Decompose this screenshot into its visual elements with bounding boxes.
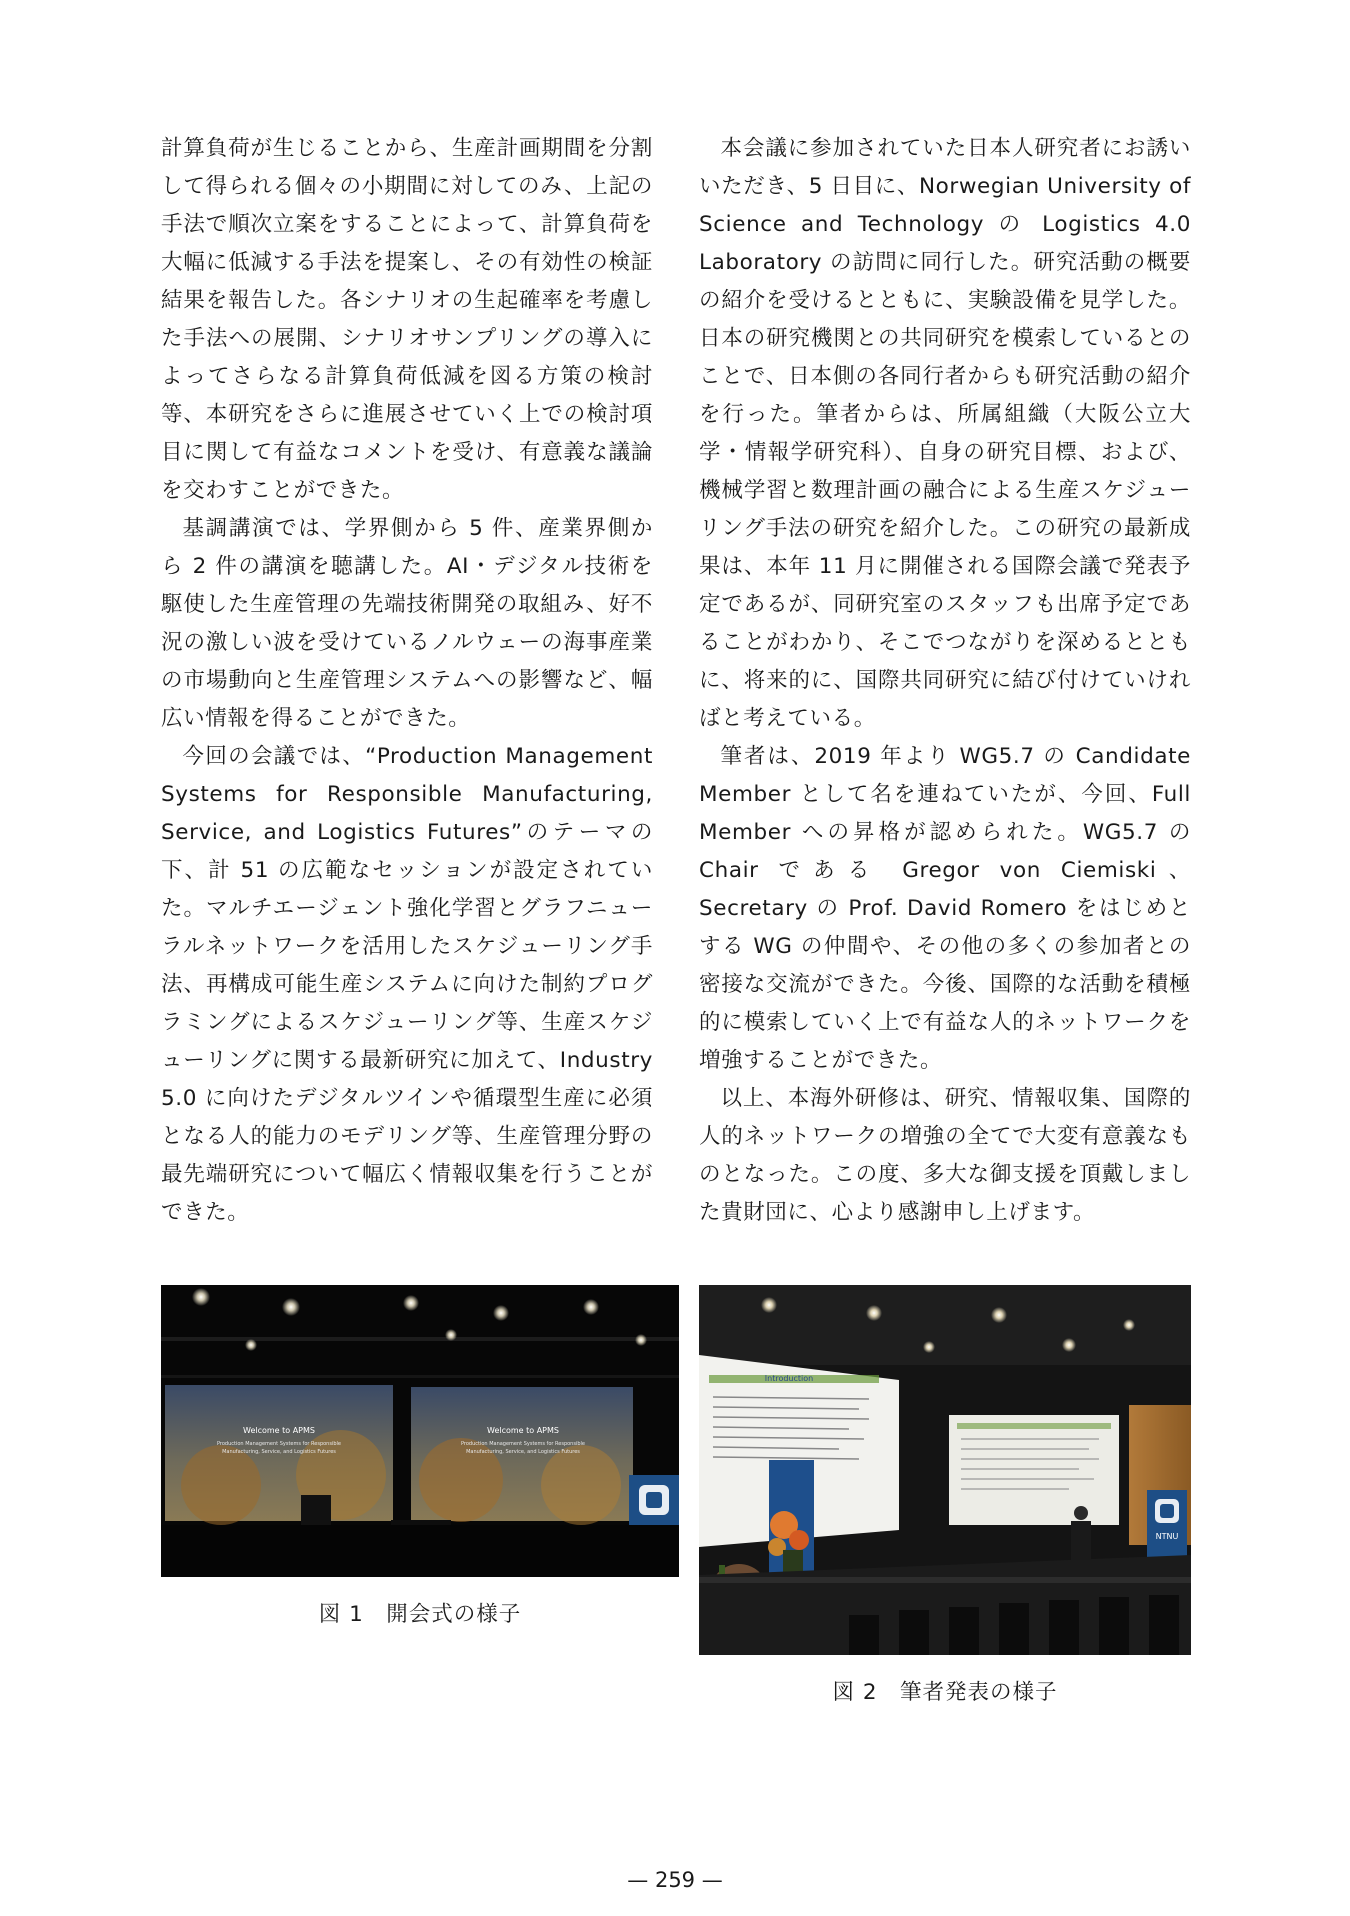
right-paragraph-2: 筆者は、2019 年より WG5.7 の Candidate Member として名を連ねていたが、今回、Full Member への昇格が認められた。WG5.7 の Chair である Gregor von Ciemiski、Secretary の Prof. David Romero をはじめとする WG の仲間や、その他の多くの参加者との密接な交流ができた。今後、国際的な活動を積極的に模索していく上で有益な人的ネットワークを増強することができた。 (699, 744, 1191, 1073)
opening-ceremony-photo (161, 1285, 679, 1577)
left-column (161, 130, 653, 1232)
left-paragraph-2: 基調講演では、学界側から 5 件、産業界側から 2 件の講演を聴講した。AI・デジタル技術を駆使した生産管理の先端技術開発の取組み、好不況の激しい波を受けているノルウェーの海事産業の市場動向と生産管理システムへの影響など、幅広い情報を得ることができた。 (161, 516, 653, 731)
right-paragraph-3: 以上、本海外研修は、研究、情報収集、国際的人的ネットワークの増強の全てで大変有意義なものとなった。この度、多大な御支援を頂戴しました貴財団に、心より感謝申し上げます。 (699, 1086, 1191, 1225)
screen-line-left-2: Manufacturing, Service, and Logistics Futures (222, 1449, 336, 1455)
author-presentation-photo (699, 1285, 1191, 1655)
figure-2 (699, 1285, 1191, 1706)
projection-screen-right (411, 1387, 633, 1525)
screen-line-right-1: Production Management Systems for Responsible (461, 1441, 585, 1447)
right-paragraph-1: 本会議に参加されていた日本人研究者にお誘いいただき、5 日目に、Norwegian University of Science and Technology の Logistics 4.0 Laboratory の訪問に同行した。研究活動の概要の紹介を受けるとともに、実験設備を見学した。日本の研究機関との共同研究を模索しているとのことで、日本側の各同行者からも研究活動の紹介を行った。筆者からは、所属組織（大阪公立大学・情報学研究科）、自身の研究目標、および、機械学習と数理計画の融合による生産スケジューリング手法の研究を紹介した。この研究の最新成果は、本年 11 月に開催される国際会議で発表予定であるが、同研究室のスタッフも出席予定であることがわかり、そこでつながりを深めるとともに、将来的に、国際共同研究に結び付けていければと考えている。 (699, 136, 1191, 731)
figure-1 (161, 1285, 679, 1628)
screen-line-left-1: Production Management Systems for Responsible (217, 1441, 341, 1447)
slide-title-left: Introduction (764, 1374, 814, 1383)
screen-line-right-2: Manufacturing, Service, and Logistics Futures (466, 1449, 580, 1455)
figure-2-caption: 図 2 筆者発表の様子 (832, 1680, 1058, 1705)
left-paragraph-3: 今回の会議では、“Production Management Systems for Responsible Manufacturing, Service, and Logistics Futures”のテーマの下、計 51 の広範なセッションが設定されていた。マルチエージェント強化学習とグラフニューラルネットワークを活用したスケジューリング手法、再構成可能生産システムに向けた制約プログラミングによるスケジューリング等、生産スケジューリングに関する最新研究に加えて、Industry 5.0 に向けたデジタルツインや循環型生産に必須となる人的能力のモデリング等、生産管理分野の最先端研究について幅広く情報収集を行うことができた。 (161, 744, 653, 1225)
figure-1-caption: 図 1 開会式の様子 (318, 1602, 522, 1627)
slide-screen-right (949, 1415, 1119, 1525)
screen-title-right: Welcome to APMS (487, 1426, 559, 1435)
banner-logo-text: NTNU (1155, 1532, 1179, 1541)
page-number: — 259 — (627, 1868, 723, 1892)
left-paragraph-1: 計算負荷が生じることから、生産計画期間を分割して得られる個々の小期間に対してのみ、上記の手法で順次立案をすることによって、計算負荷を大幅に低減する手法を提案し、その有効性の検証結果を報告した。各シナリオの生起確率を考慮した手法への展開、シナリオサンプリングの導入によってさらなる計算負荷低減を図る方策の検討等、本研究をさらに進展させていく上での検討項目に関して有益なコメントを受け、有意義な議論を交わすことができた。 (161, 136, 653, 503)
projection-screen-left (165, 1385, 393, 1525)
right-column (699, 130, 1191, 1232)
screen-title-left: Welcome to APMS (243, 1426, 315, 1435)
